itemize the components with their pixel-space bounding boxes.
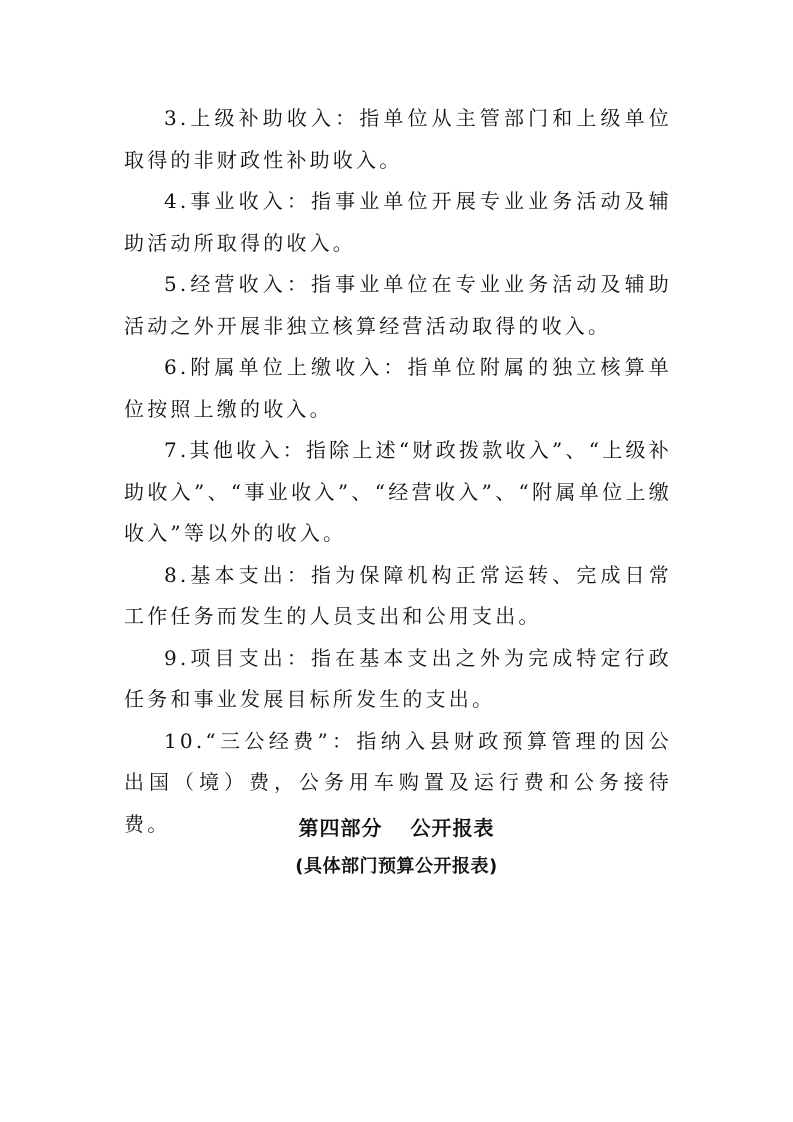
section-title <box>0 812 793 841</box>
definitions-body <box>124 98 672 845</box>
definition-paragraph: 5.经营收入：指事业单位在专业业务活动及辅助活动之外开展非独立核算经营活动取得的收入。 <box>124 272 672 338</box>
section-title-part: 第四部分 <box>298 816 383 840</box>
definition-paragraph: 8.基本支出：指为保障机构正常运转、完成日常工作任务而发生的人员支出和公用支出。 <box>124 562 672 628</box>
definition-paragraph: 10.“三公经费”：指纳入县财政预算管理的因公出国（境）费，公务用车购置及运行费和公务接待费。 <box>124 728 672 836</box>
definition-paragraph: 6.附属单位上缴收入：指单位附属的独立核算单位按照上缴的收入。 <box>124 355 672 421</box>
definition-paragraph: 4.事业收入：指事业单位开展专业业务活动及辅助活动所取得的收入。 <box>124 189 672 255</box>
section-subtitle: (具体部门预算公开报表) <box>295 856 498 877</box>
definition-paragraph: 9.项目支出：指在基本支出之外为完成特定行政任务和事业发展目标所发生的支出。 <box>124 645 672 711</box>
definition-paragraph: 3.上级补助收入：指单位从主管部门和上级单位取得的非财政性补助收入。 <box>124 106 672 172</box>
section-title-name: 公开报表 <box>410 816 495 840</box>
definition-paragraph: 7.其他收入：指除上述“财政拨款收入”、“上级补助收入”、“事业收入”、“经营收入”、“附属单位上缴收入”等以外的收入。 <box>124 438 672 545</box>
